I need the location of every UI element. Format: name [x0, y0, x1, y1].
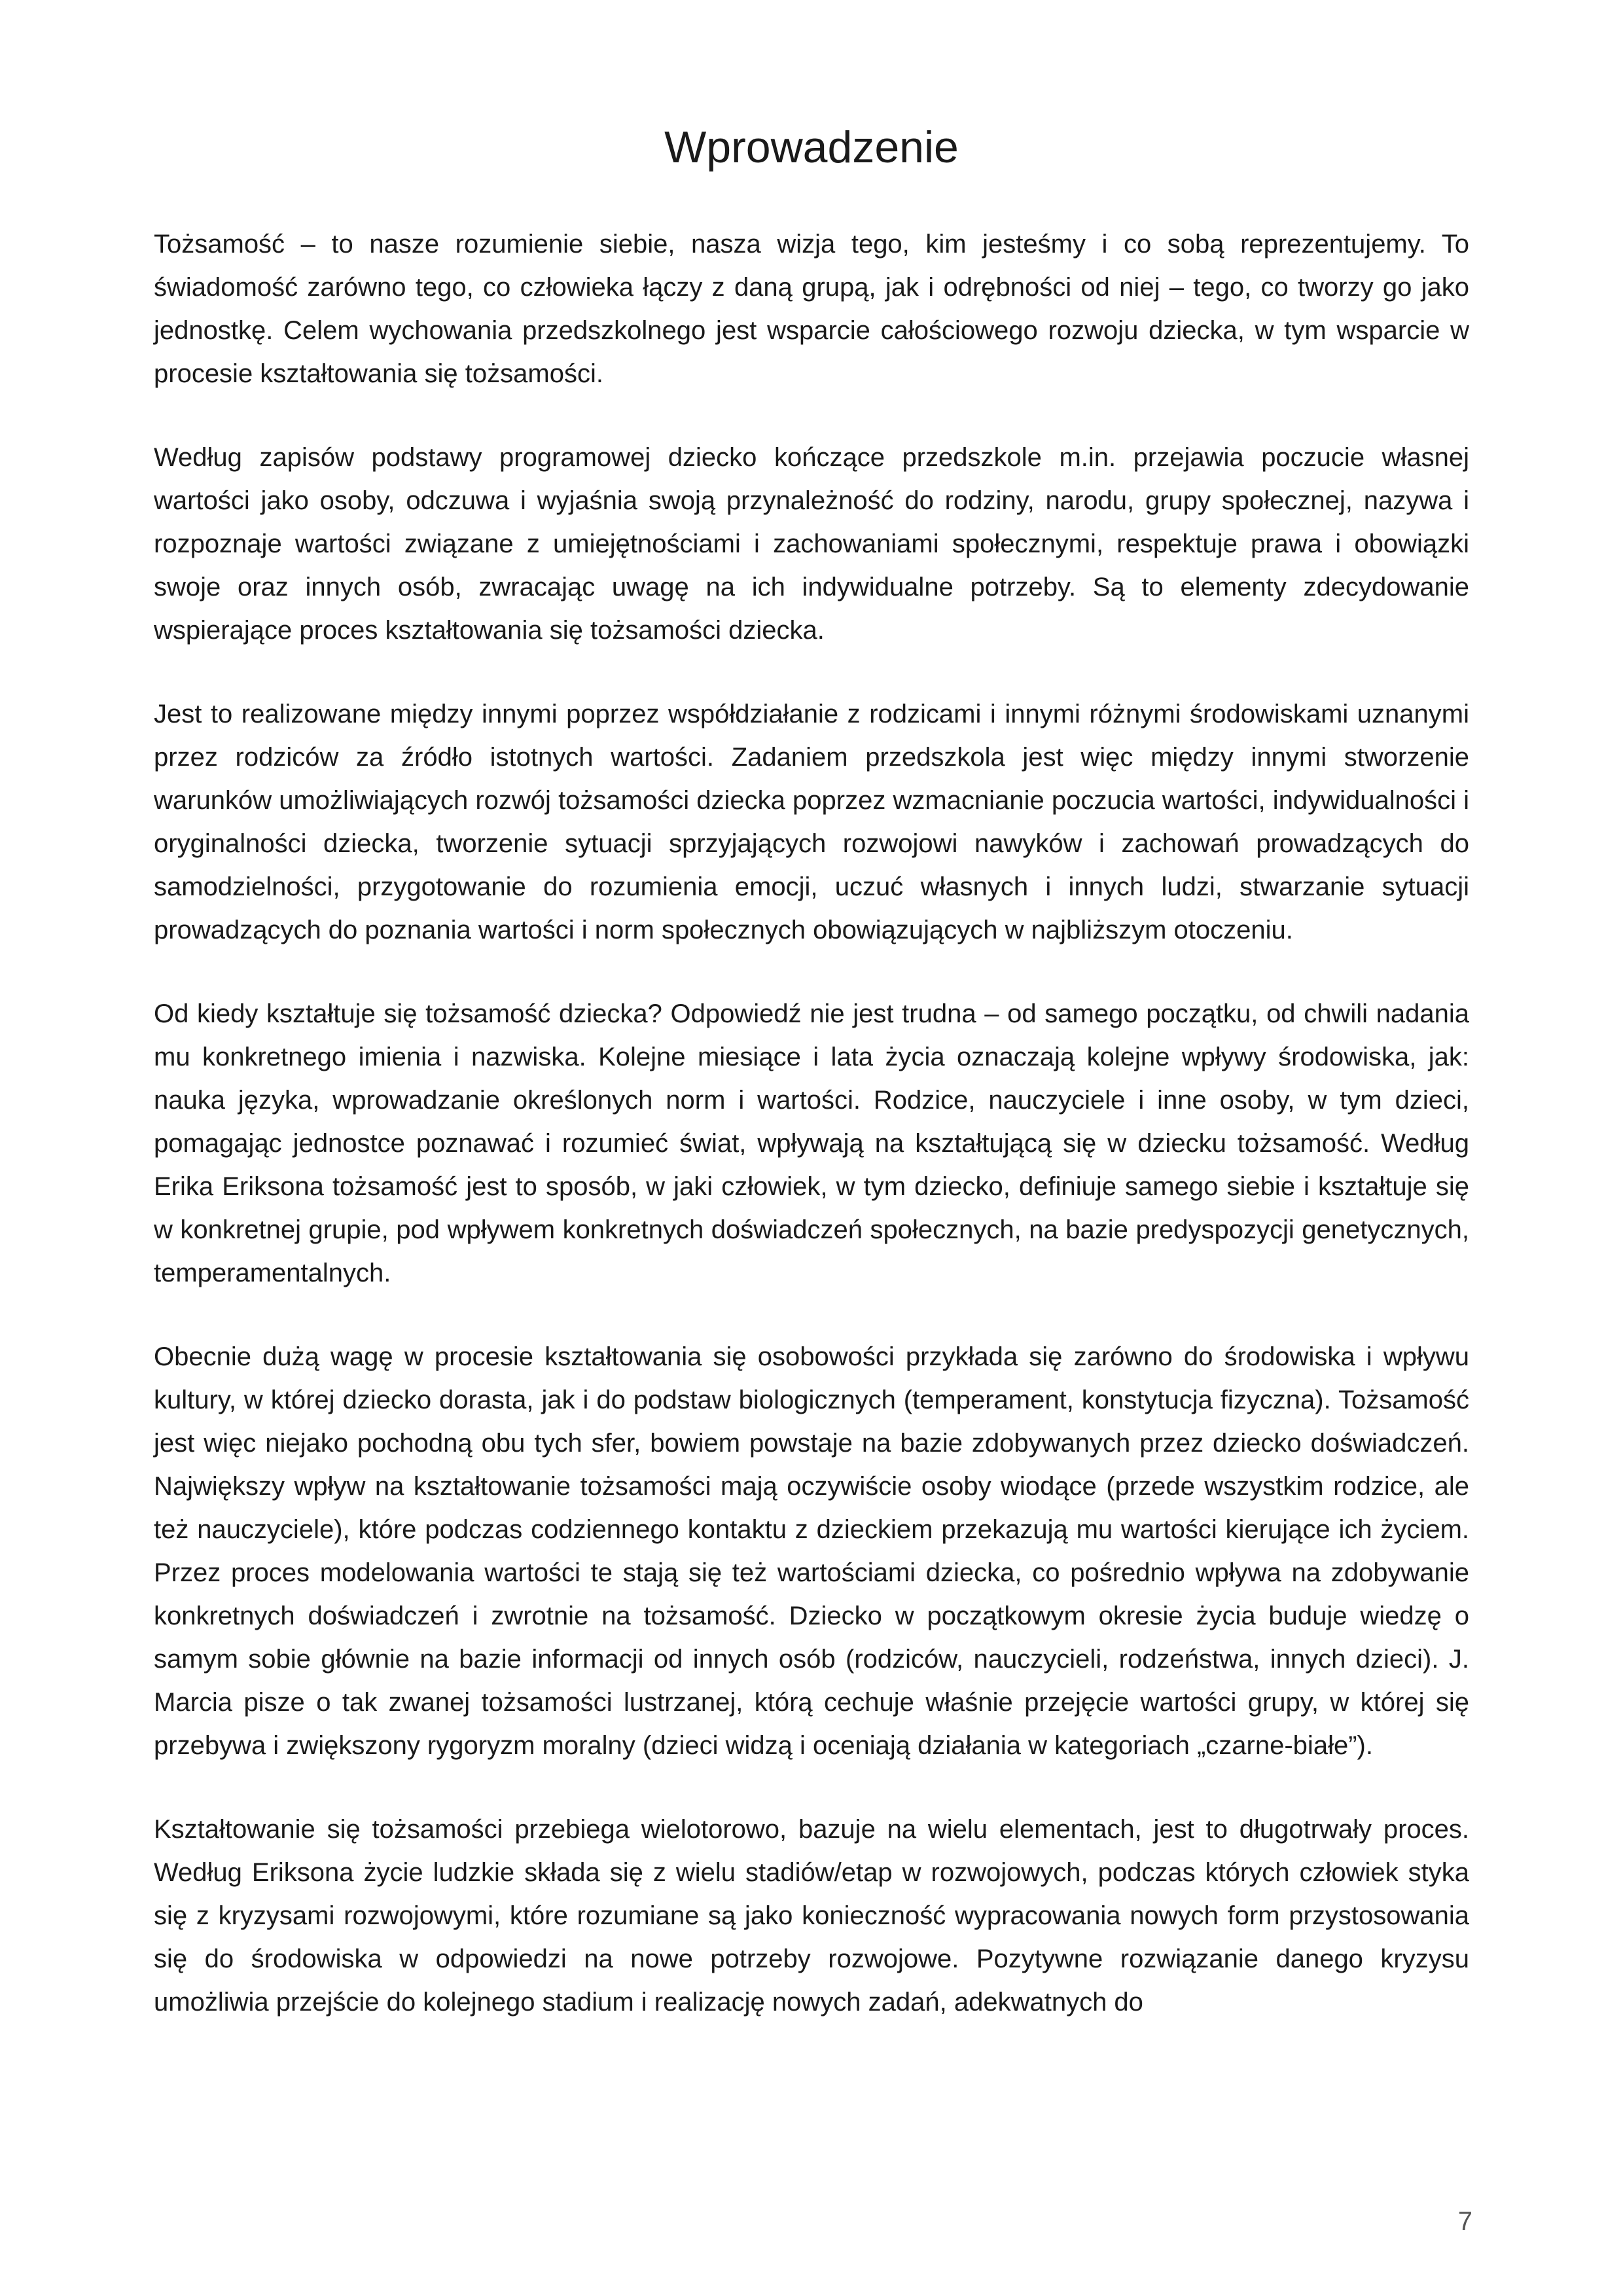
- body-text: [154, 223, 1469, 2064]
- paragraph-5: Obecnie dużą wagę w procesie kształtowania się osobowości przykłada się zarówno do środowiska i wpływu kultury, w której dziecko dorasta, jak i do podstaw biologicznych (temperament, konstytucja fizyczna). Tożsamość jest więc niejako pochodną obu tych sfer, bowiem powstaje na bazie zdobywanych przez dziecko doświadczeń. Największy wpływ na kształtowanie tożsamości mają oczywiście osoby wiodące (przede wszystkim rodzice, ale też nauczyciele), które podczas codziennego kontaktu z dzieckiem przekazują mu wartości kierujące ich życiem. Przez proces modelowania wartości te stają się też wartościami dziecka, co pośrednio wpływa na zdobywanie konkretnych doświadczeń i zwrotnie na tożsamość. Dziecko w początkowym okresie życia buduje wiedzę o samym sobie głównie na bazie informacji od innych osób (rodziców, nauczycieli, rodzeństwa, innych dzieci). J. Marcia pisze o tak zwanej tożsamości lustrzanej, którą cechuje właśnie przejęcie wartości grupy, w której się przebywa i zwiększony rygoryzm moralny (dzieci widzą i oceniają działania w kategoriach „czarne-białe”).: [154, 1342, 1469, 1760]
- page-title: Wprowadzenie: [664, 122, 959, 172]
- paragraph-4: Od kiedy kształtuje się tożsamość dziecka? Odpowiedź nie jest trudna – od samego początku, od chwili nadania mu konkretnego imienia i nazwiska. Kolejne miesiące i lata życia oznaczają kolejne wpływy środowiska, jak: nauka języka, wprowadzanie określonych norm i wartości. Rodzice, nauczyciele i inne osoby, w tym dzieci, pomagając jednostce poznawać i rozumieć świat, wpływają na kształtującą się w dziecku tożsamość. Według Erika Eriksona tożsamość jest to sposób, w jaki człowiek, w tym dziecko, definiuje samego siebie i kształtuje się w konkretnej grupie, pod wpływem konkretnych doświadczeń społecznych, na bazie predyspozycji genetycznych, temperamentalnych.: [154, 999, 1469, 1287]
- paragraph-3: Jest to realizowane między innymi poprzez współdziałanie z rodzicami i innymi różnymi środowiskami uznanymi przez rodziców za źródło istotnych wartości. Zadaniem przedszkola jest więc między innymi stworzenie warunków umożliwiających rozwój tożsamości dziecka poprzez wzmacnianie poczucia wartości, indywidualności i oryginalności dziecka, tworzenie sytuacji sprzyjających rozwojowi nawyków i zachowań prowadzących do samodzielności, przygotowanie do rozumienia emocji, uczuć własnych i innych ludzi, stwarzanie sytuacji prowadzących do poznania wartości i norm społecznych obowiązujących w najbliższym otoczeniu.: [154, 700, 1469, 944]
- paragraph-1: Tożsamość – to nasze rozumienie siebie, nasza wizja tego, kim jesteśmy i co sobą reprezentujemy. To świadomość zarówno tego, co człowieka łączy z daną grupą, jak i odrębności od niej – tego, co tworzy go jako jednostkę. Celem wychowania przedszkolnego jest wsparcie całościowego rozwoju dziecka, w tym wsparcie w procesie kształtowania się tożsamości.: [154, 230, 1469, 388]
- page-number: 7: [1457, 2207, 1472, 2236]
- paragraph-2: Według zapisów podstawy programowej dziecko kończące przedszkole m.in. przejawia poczucie własnej wartości jako osoby, odczuwa i wyjaśnia swoją przynależność do rodziny, narodu, grupy społecznej, nazywa i rozpoznaje wartości związane z umiejętnościami i zachowaniami społecznymi, respektuje prawa i obowiązki swoje oraz innych osób, zwracając uwagę na ich indywidualne potrzeby. Są to elementy zdecydowanie wspierające proces kształtowania się tożsamości dziecka.: [154, 443, 1469, 645]
- paragraph-6: Kształtowanie się tożsamości przebiega wielotorowo, bazuje na wielu elementach, jest to długotrwały proces. Według Eriksona życie ludzkie składa się z wielu stadiów/etap w rozwojowych, podczas których człowiek styka się z kryzysami rozwojowymi, które rozumiane są jako konieczność wypracowania nowych form przystosowania się do środowiska w odpowiedzi na nowe potrzeby rozwojowe. Pozytywne rozwiązanie danego kryzysu umożliwia przejście do kolejnego stadium i realizację nowych zadań, adekwatnych do: [154, 1815, 1469, 2017]
